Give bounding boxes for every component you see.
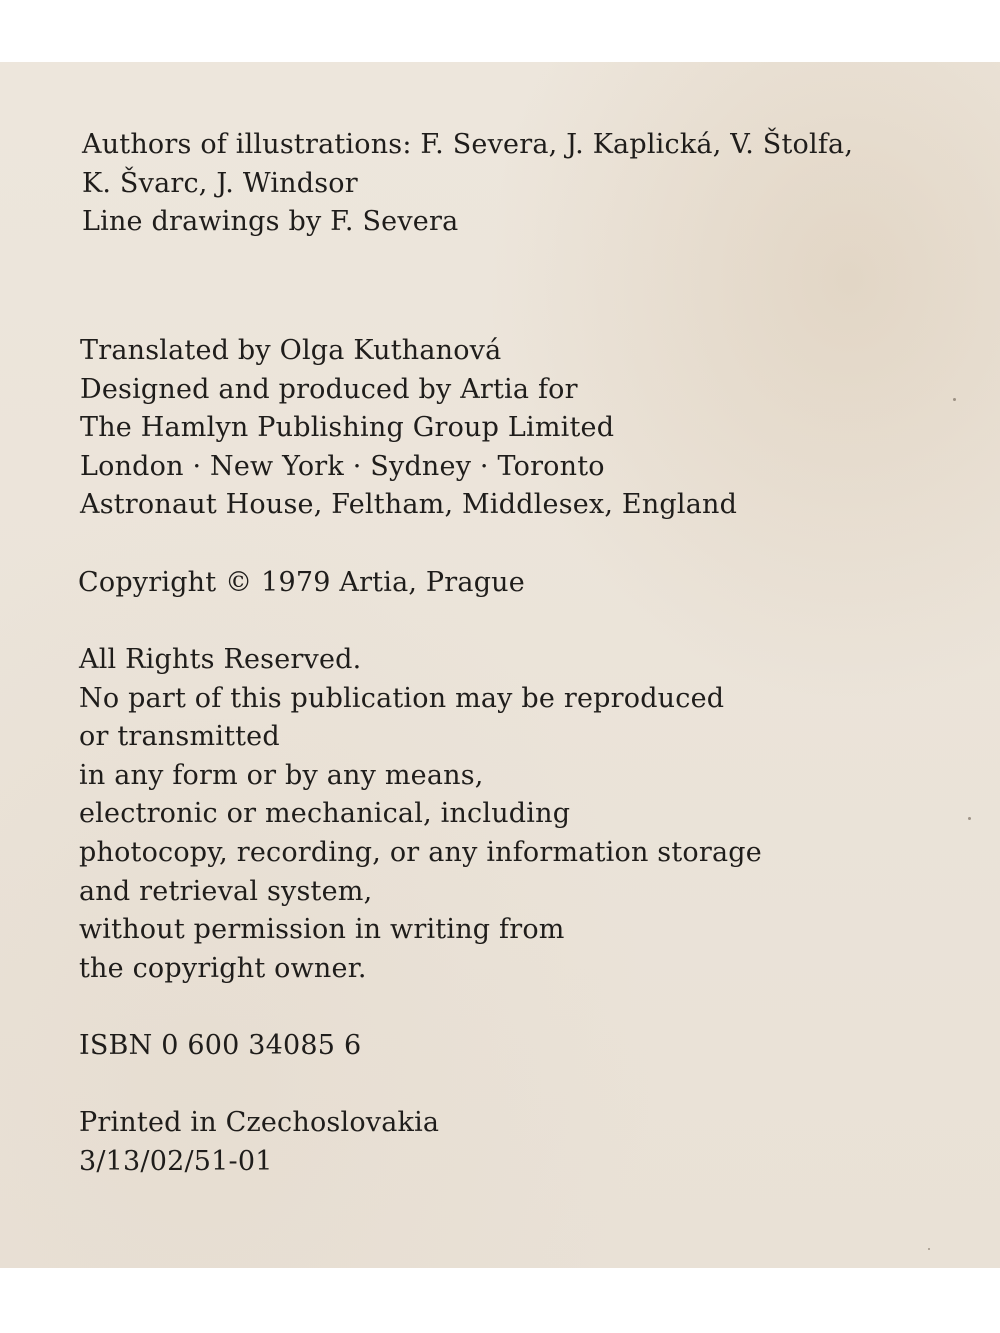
copyright-notice: [78, 564, 1000, 603]
isbn-number: [79, 1027, 1000, 1066]
credits-line: Authors of illustrations: F. Severa, J. Kaplická, V. Štolfa,: [82, 129, 854, 160]
rights-line: photocopy, recording, or any information storage: [79, 836, 762, 868]
credits-line: K. Švarc, J. Windsor: [82, 167, 358, 199]
paper-speck: [968, 817, 971, 820]
print-code-line: 3/13/02/51-01: [79, 1145, 273, 1177]
paper-speck: [928, 1248, 930, 1250]
rights-statement: [79, 641, 1000, 988]
publisher-info: [80, 332, 1000, 525]
rights-line: All Rights Reserved.: [79, 644, 362, 675]
translator-line: Translated by Olga Kuthanová: [80, 335, 502, 366]
printing-info: [79, 1104, 1000, 1181]
publisher-cities: London · New York · Sydney · Toronto: [80, 450, 605, 482]
isbn-line: ISBN 0 600 34085 6: [79, 1030, 362, 1061]
illustration-credits: [82, 126, 1000, 242]
rights-line: without permission in writing from: [79, 914, 565, 946]
copyright-line: Copyright © 1979 Artia, Prague: [78, 567, 525, 598]
book-page: [0, 62, 1000, 1268]
rights-line: No part of this publication may be reproduced: [79, 682, 725, 714]
printed-in-line: Printed in Czechoslovakia: [79, 1107, 440, 1138]
rights-line: and retrieval system,: [79, 875, 373, 907]
rights-line: in any form or by any means,: [79, 759, 484, 791]
publisher-line: Designed and produced by Artia for: [80, 373, 578, 405]
paper-speck: [953, 398, 956, 401]
publisher-line: The Hamlyn Publishing Group Limited: [80, 412, 615, 444]
rights-line: the copyright owner.: [79, 952, 367, 984]
publisher-address: Astronaut House, Feltham, Middlesex, England: [80, 489, 738, 521]
rights-line: or transmitted: [79, 721, 280, 753]
rights-line: electronic or mechanical, including: [79, 798, 571, 830]
credits-line: Line drawings by F. Severa: [82, 206, 459, 238]
